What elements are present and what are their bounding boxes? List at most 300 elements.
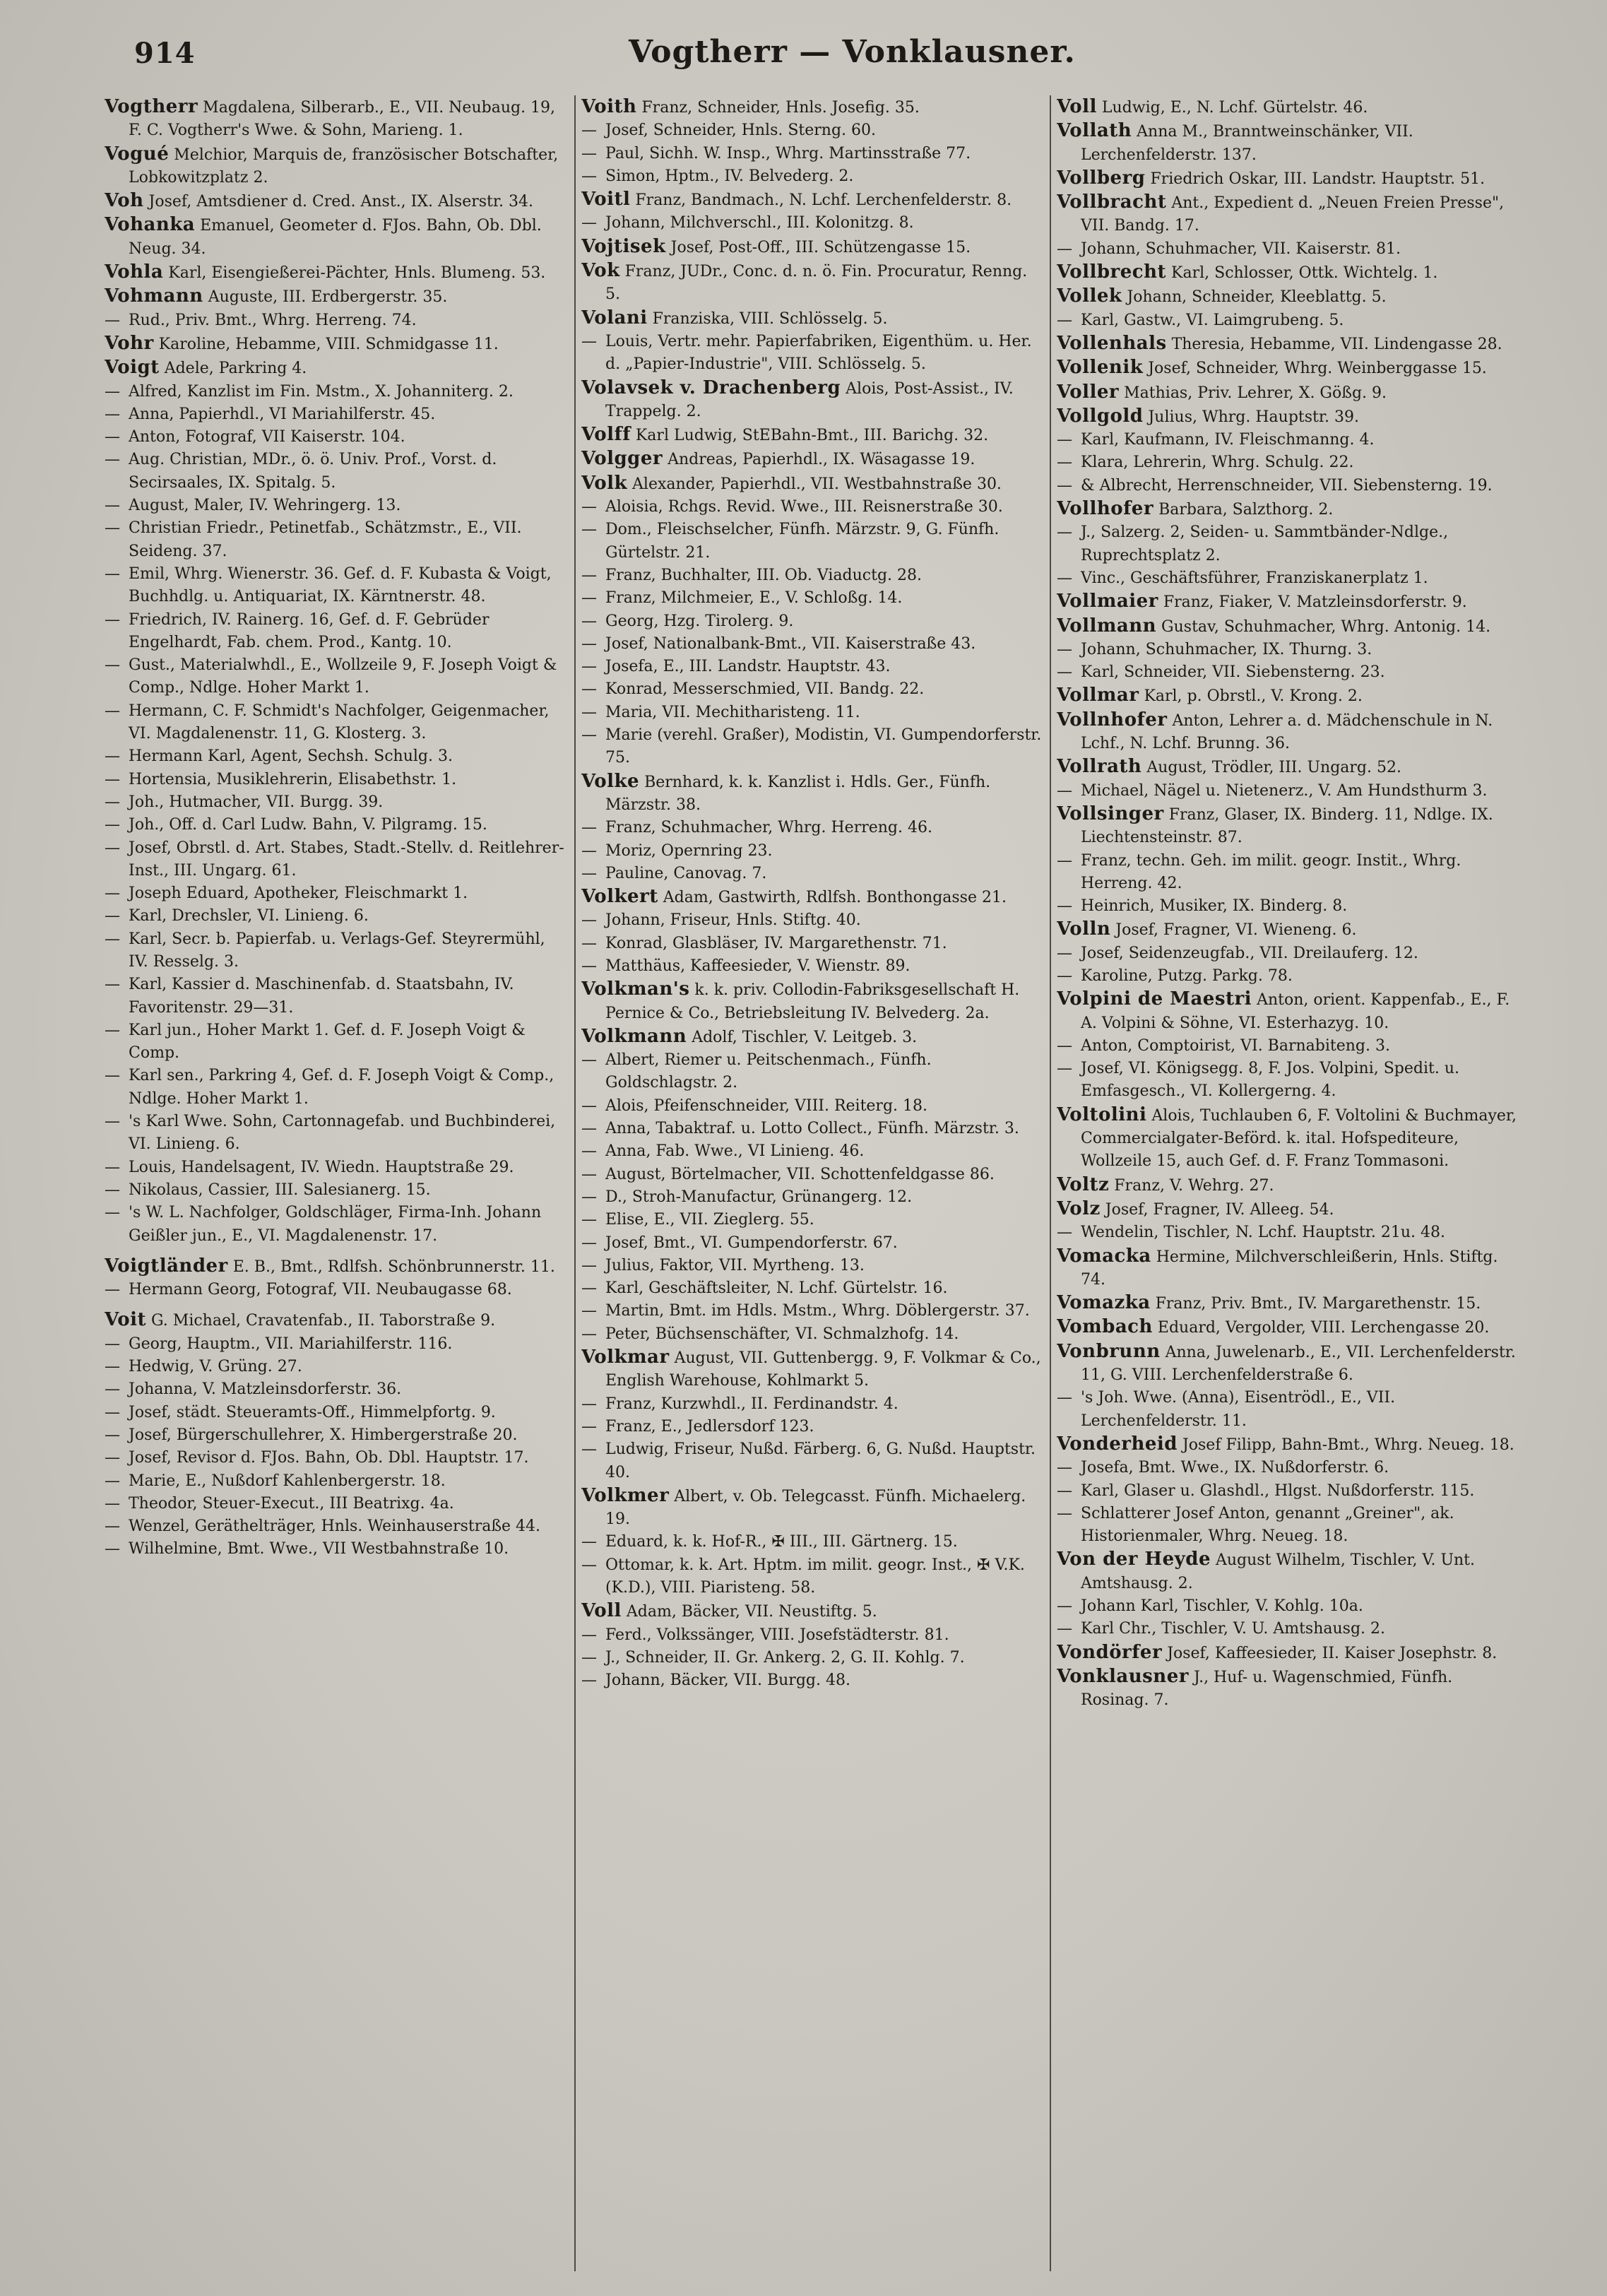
entry-details: Alexander, Papierhdl., VII. Westbahnstraße 30. — [632, 475, 1002, 493]
entry-details: Josef, Schneider, Whrg. Weinberggasse 15. — [1148, 360, 1487, 378]
entry-surname: Vollberg — [1057, 167, 1146, 189]
entry-surname: Volkmann — [581, 1025, 687, 1047]
directory-entry — [105, 700, 569, 746]
ditto-dash: — — [105, 1380, 120, 1399]
ditto-dash: — — [581, 634, 597, 653]
directory-entry — [581, 119, 1044, 142]
entry-details: Anton, Comptoirist, VI. Barnabiteng. 3. — [1081, 1036, 1390, 1055]
entry-details: Franz, Bandmach., N. Lchf. Lerchenfelderstr. 8. — [635, 191, 1012, 210]
directory-entry — [581, 1599, 1044, 1623]
entry-surname: Vollnhofer — [1057, 709, 1168, 730]
entry-surname: Volavsek v. Drachenberg — [581, 377, 841, 398]
directory-entry — [581, 235, 1044, 259]
entry-details: Ludwig, Friseur, Nußd. Färberg. 6, G. Nußd. Hauptstr. 40. — [605, 1440, 1036, 1481]
ditto-dash: — — [581, 612, 597, 630]
directory-entry — [1057, 965, 1519, 988]
entry-details: Dom., Fleischselcher, Fünfh. Märzstr. 9, G. Fünfh. Gürtelstr. 21. — [605, 521, 1000, 562]
entry-details: Maria, VII. Mechitharisteng. 11. — [605, 703, 860, 721]
entry-details: Louis, Vertr. mehr. Papierfabriken, Eigenthüm. u. Her. d. „Papier-Industrie", VIII. Schlösselg. 5. — [605, 332, 1032, 374]
entry-surname: Voigt — [105, 357, 160, 379]
ditto-dash: — — [1057, 431, 1072, 449]
ditto-dash: — — [105, 564, 120, 583]
directory-entry — [581, 1140, 1044, 1163]
entry-surname: Vollmann — [1057, 615, 1157, 637]
entry-details: Elise, E., VII. Zieglerg. 55. — [605, 1211, 814, 1229]
directory-entry — [1057, 567, 1519, 590]
entry-details: Johann, Friseur, Hnls. Stiftg. 40. — [605, 911, 861, 930]
ditto-dash: — — [105, 519, 120, 538]
entry-surname: Volkman's — [581, 978, 690, 1000]
ditto-dash: — — [581, 1302, 597, 1320]
directory-entry — [1057, 1197, 1519, 1221]
entry-details: Emil, Whrg. Wienerstr. 36. Gef. d. F. Kubasta & Voigt, Buchhdlg. u. Antiquariat, IX. Kärntnerstr. 48. — [129, 564, 552, 606]
ditto-dash: — — [105, 497, 120, 515]
entry-details: Johann, Milchverschl., III. Kolonitzg. 8. — [605, 214, 914, 232]
entry-details: Joseph Eduard, Apotheker, Fleischmarkt 1. — [129, 884, 468, 903]
directory-entry — [581, 610, 1044, 633]
entry-details: Karl, Schneider, VII. Siebensterng. 23. — [1081, 663, 1385, 682]
ditto-dash: — — [581, 1188, 597, 1206]
ditto-dash: — — [1057, 569, 1072, 587]
entry-details: Emanuel, Geometer d. FJos. Bahn, Ob. Dbl. Neug. 34. — [129, 217, 542, 258]
directory-entry — [1057, 1503, 1519, 1549]
directory-entry — [581, 423, 1044, 447]
entry-details: Karl, p. Obrstl., V. Krong. 2. — [1144, 687, 1363, 706]
entry-details: Moriz, Opernring 23. — [605, 841, 773, 860]
ditto-dash: — — [581, 1165, 597, 1183]
entry-details: Vinc., Geschäftsführer, Franziskanerplatz 1. — [1081, 569, 1428, 587]
entry-details: Michael, Nägel u. Nietenerz., V. Am Hundsthurm 3. — [1081, 781, 1488, 800]
directory-entry — [105, 1378, 569, 1401]
directory-entry — [581, 165, 1044, 188]
directory-entry — [1057, 590, 1519, 614]
directory-entry — [581, 1209, 1044, 1231]
ditto-dash: — — [581, 167, 597, 185]
entry-surname: Volkmar — [581, 1347, 670, 1368]
directory-entry — [581, 472, 1044, 496]
ditto-dash: — — [581, 1417, 597, 1436]
directory-entry — [105, 426, 569, 449]
directory-entry — [581, 259, 1044, 307]
page-number: 914 — [134, 37, 196, 70]
entry-details: Franz, Buchhalter, III. Ob. Viaductg. 28. — [605, 566, 923, 584]
entry-surname: Voltolini — [1057, 1103, 1147, 1125]
entry-details: Franz, Priv. Bmt., IV. Margarethenstr. 15. — [1155, 1295, 1481, 1313]
ditto-dash: — — [1057, 523, 1072, 542]
entry-details: E. B., Bmt., Rdlfsh. Schönbrunnerstr. 11. — [232, 1258, 555, 1276]
entry-details: Konrad, Glasbläser, IV. Margarethenstr. 71. — [605, 934, 947, 952]
entry-details: Franz, E., Jedlersdorf 123. — [605, 1417, 814, 1436]
entry-surname: Vok — [581, 260, 620, 282]
ditto-dash: — — [581, 144, 597, 162]
entry-details: Josef, Kaffeesieder, II. Kaiser Josephstr. 8. — [1167, 1644, 1498, 1662]
directory-entry — [1057, 261, 1519, 285]
directory-entry — [105, 213, 569, 261]
directory-entry — [581, 1095, 1044, 1118]
entry-details: Alfred, Kanzlist im Fin. Mstm., X. Johanniterg. 2. — [129, 382, 514, 401]
directory-entry — [105, 1515, 569, 1538]
ditto-dash: — — [1057, 239, 1072, 258]
directory-entry — [581, 724, 1044, 770]
entry-details: Karl, Eisengießerei-Pächter, Hnls. Blumeng. 53. — [168, 264, 546, 283]
directory-entry — [581, 817, 1044, 839]
entry-details: J., Schneider, II. Gr. Ankerg. 2, G. II. Kohlg. 7. — [605, 1648, 965, 1667]
ditto-dash: — — [105, 1540, 120, 1558]
ditto-dash: — — [105, 1403, 120, 1421]
directory-entry — [105, 143, 569, 190]
entry-details: Ferd., Volkssänger, VIII. Josefstädterstr. 81. — [605, 1626, 949, 1644]
ditto-dash: — — [105, 702, 120, 720]
directory-entry — [581, 564, 1044, 587]
entry-details: Louis, Handelsagent, IV. Wiedn. Hauptstraße 29. — [129, 1158, 514, 1176]
entry-details: Adam, Gastwirth, Rdlfsh. Bonthongasse 21. — [663, 889, 1007, 907]
entry-details: 's W. L. Nachfolger, Goldschläger, Firma-Inh. Johann Geißler jun., E., VI. Magdalenenstr. 17. — [129, 1204, 542, 1245]
directory-entry — [105, 1279, 569, 1301]
ditto-dash: — — [105, 839, 120, 857]
entry-surname: Volke — [581, 770, 640, 792]
directory-entry — [105, 1493, 569, 1515]
directory-entry — [581, 1393, 1044, 1416]
entry-details: k. k. priv. Collodin-Fabriksgesellschaft H. Pernice & Co., Betriebsleitung IV. Belvederg. 2a. — [605, 981, 1020, 1022]
entry-details: Anton, orient. Kappenfab., E., F. A. Volpini & Söhne, VI. Esterhazyg. 10. — [1081, 991, 1510, 1032]
ditto-dash: — — [581, 1671, 597, 1690]
ditto-dash: — — [581, 1395, 597, 1413]
entry-details: Julius, Whrg. Hauptstr. 39. — [1148, 408, 1359, 426]
entry-details: Nikolaus, Cassier, III. Salesianerg. 15. — [129, 1180, 431, 1199]
directory-entry — [1057, 639, 1519, 661]
directory-entry — [581, 447, 1044, 471]
ditto-dash: — — [581, 521, 597, 539]
directory-entry — [105, 403, 569, 426]
entry-details: Eduard, Vergolder, VIII. Lerchengasse 20. — [1157, 1319, 1490, 1337]
entry-details: Joh., Off. d. Carl Ludw. Bahn, V. Pilgramg. 15. — [129, 816, 487, 834]
directory-entry — [105, 609, 569, 655]
directory-entry — [581, 1416, 1044, 1438]
entry-surname: Volff — [581, 424, 631, 446]
entry-details: Franz, JUDr., Conc. d. n. ö. Fin. Procuratur, Renng. 5. — [605, 263, 1028, 304]
entry-details: Anna, Juwelenarb., E., VII. Lerchenfelderstr. 11, G. VIII. Lerchenfelderstraße 6. — [1081, 1343, 1516, 1385]
directory-entry — [105, 309, 569, 332]
ditto-dash: — — [581, 957, 597, 975]
entry-details: Franz, Milchmeier, E., V. Schloßg. 14. — [605, 589, 903, 608]
ditto-dash: — — [105, 747, 120, 766]
entry-details: Johanna, V. Matzleinsdorferstr. 36. — [129, 1380, 402, 1399]
entry-details: Hermann Karl, Agent, Sechsh. Schulg. 3. — [129, 747, 453, 766]
entry-surname: Vombach — [1057, 1316, 1153, 1338]
entry-details: Karl, Kassier d. Maschinenfab. d. Staatsbahn, IV. Favoritenstr. 29—31. — [129, 976, 514, 1017]
directory-entry — [1057, 429, 1519, 451]
entry-details: Johann, Schuhmacher, IX. Thurng. 3. — [1081, 640, 1372, 658]
directory-entry — [1057, 755, 1519, 779]
directory-entry — [105, 189, 569, 213]
ditto-dash: — — [581, 703, 597, 721]
ditto-dash: — — [1057, 1060, 1072, 1078]
directory-entry — [581, 1438, 1044, 1484]
directory-entry — [1057, 1641, 1519, 1665]
entry-surname: Voll — [1057, 96, 1097, 117]
directory-entry — [1057, 167, 1519, 191]
ditto-dash: — — [581, 680, 597, 699]
entry-details: Aloisia, Rchgs. Revid. Wwe., III. Reisnerstraße 30. — [605, 498, 1003, 516]
directory-entry — [105, 1402, 569, 1424]
ditto-dash: — — [581, 1120, 597, 1138]
column-1 — [99, 95, 574, 2271]
ditto-dash: — — [105, 1281, 120, 1299]
directory-entry — [581, 377, 1044, 424]
entry-details: Hedwig, V. Grüng. 27. — [129, 1358, 302, 1376]
ditto-dash: — — [105, 1426, 120, 1444]
entry-surname: Vohla — [105, 261, 164, 283]
entry-details: Georg, Hzg. Tirolerg. 9. — [605, 612, 794, 630]
entry-surname: Vollmaier — [1057, 591, 1158, 613]
ditto-dash: — — [105, 816, 120, 834]
entry-details: Karl sen., Parkring 4, Gef. d. F. Joseph Voigt & Comp., Ndlge. Hoher Markt 1. — [129, 1067, 555, 1108]
directory-entry — [1057, 356, 1519, 380]
directory-entry — [581, 978, 1044, 1025]
ditto-dash: — — [581, 589, 597, 608]
entry-details: August, Börtelmacher, VII. Schottenfeldgasse 86. — [605, 1165, 995, 1183]
entry-surname: Voit — [105, 1309, 147, 1331]
ditto-dash: — — [105, 382, 120, 401]
entry-details: J., Huf- u. Wagenschmied, Fünfh. Rosinag. 7. — [1081, 1668, 1453, 1710]
directory-entry — [105, 1156, 569, 1179]
entry-details: Hermine, Milchverschleißerin, Hnls. Stiftg. 74. — [1081, 1248, 1498, 1289]
ditto-dash: — — [581, 214, 597, 232]
directory-entry — [1057, 1595, 1519, 1618]
entry-details: Josef, Post-Off., III. Schützengasse 15. — [670, 238, 971, 256]
entry-details: 's Joh. Wwe. (Anna), Eisentrödl., E., VII. Lerchenfelderstr. 11. — [1081, 1389, 1396, 1430]
entry-details: Julius, Faktor, VII. Myrtheng. 13. — [605, 1256, 865, 1274]
entry-details: Alois, Pfeifenschneider, VIII. Reiterg. 18. — [605, 1096, 928, 1115]
ditto-dash: — — [1057, 966, 1072, 985]
entry-details: Johann Karl, Tischler, V. Kohlg. 10a. — [1081, 1597, 1363, 1615]
entry-surname: Vollsinger — [1057, 803, 1164, 824]
directory-entry — [581, 1118, 1044, 1140]
directory-entry — [1057, 1103, 1519, 1173]
entry-surname: Voller — [1057, 381, 1120, 403]
ditto-dash: — — [1057, 640, 1072, 658]
directory-entry — [1057, 119, 1519, 167]
ditto-dash: — — [1057, 1481, 1072, 1500]
directory-entry — [581, 331, 1044, 377]
entry-details: Franziska, VIII. Schlösselg. 5. — [652, 309, 888, 328]
ditto-dash: — — [105, 793, 120, 811]
entry-details: Albert, Riemer u. Peitschenmach., Fünfh. Goldschlagstr. 2. — [605, 1051, 932, 1092]
directory-entry — [581, 909, 1044, 932]
ditto-dash: — — [105, 1204, 120, 1222]
entry-details: Franz, Kurzwhdl., II. Ferdinandstr. 4. — [605, 1395, 899, 1413]
entry-details: Marie, E., Nußdorf Kahlenbergerstr. 18. — [129, 1472, 446, 1490]
directory-entry — [1057, 684, 1519, 708]
entry-details: Melchior, Marquis de, französischer Botschafter, Lobkowitzplatz 2. — [129, 146, 559, 187]
directory-entry — [1057, 285, 1519, 309]
directory-entry — [1057, 1035, 1519, 1058]
directory-entry — [105, 1333, 569, 1356]
entry-details: Alois, Tuchlauben 6, F. Voltolini & Buchmayer, Commercialgater-Beförd. k. ital. Hofspediteure, Wollzeile 15, auch Gef. d. F. Franz Tommasoni. — [1081, 1106, 1517, 1171]
entry-details: Anna, Papierhdl., VI Mariahilferstr. 45. — [129, 405, 436, 423]
entry-surname: Vollhofer — [1057, 498, 1154, 520]
ditto-dash: — — [581, 332, 597, 350]
entry-details: Barbara, Salzthorg. 2. — [1158, 501, 1334, 519]
entry-details: Christian Friedr., Petinetfab., Schätzmstr., E., VII. Seideng. 37. — [129, 519, 522, 560]
entry-details: Josefa, E., III. Landstr. Hauptstr. 43. — [605, 658, 891, 676]
entry-details: Hortensia, Musiklehrerin, Elisabethstr. 1. — [129, 770, 457, 788]
directory-entry — [105, 563, 569, 609]
ditto-dash: — — [105, 405, 120, 423]
entry-details: Karoline, Hebamme, VIII. Schmidgasse 11. — [158, 335, 499, 353]
entry-details: Josef, Schneider, Hnls. Sterng. 60. — [605, 122, 877, 140]
entry-surname: Volani — [581, 307, 648, 329]
column-3 — [1050, 95, 1525, 2271]
column-2 — [574, 95, 1050, 2271]
entry-details: Adolf, Tischler, V. Leitgeb. 3. — [692, 1028, 918, 1046]
directory-entry — [581, 1025, 1044, 1049]
directory-entry — [581, 188, 1044, 212]
directory-entry — [581, 519, 1044, 564]
entry-details: Wilhelmine, Bmt. Wwe., VII Westbahnstraße 10. — [129, 1540, 509, 1558]
entry-details: Pauline, Canovag. 7. — [605, 864, 767, 882]
entry-details: J., Salzerg. 2, Seiden- u. Sammtbänder-Ndlge., Ruprechtsplatz 2. — [1081, 523, 1449, 564]
directory-entry — [105, 449, 569, 495]
entry-surname: Vondörfer — [1057, 1641, 1163, 1663]
ditto-dash: — — [105, 1067, 120, 1085]
directory-entry — [105, 837, 569, 883]
directory-entry — [1057, 1291, 1519, 1315]
ditto-dash: — — [581, 1533, 597, 1551]
ditto-dash: — — [105, 1021, 120, 1039]
ditto-dash: — — [581, 1096, 597, 1115]
directory-entry — [1057, 1387, 1519, 1433]
directory-entry — [105, 769, 569, 791]
entry-details: Anton, Lehrer a. d. Mädchenschule in N. Lchf., N. Lchf. Brunng. 36. — [1081, 711, 1493, 753]
directory-entry — [105, 1470, 569, 1493]
entry-surname: Volln — [1057, 918, 1111, 940]
entry-surname: Volkert — [581, 886, 658, 908]
directory-entry — [581, 307, 1044, 331]
ditto-dash: — — [581, 1051, 597, 1070]
entry-details: Franz, Fiaker, V. Matzleinsdorferstr. 9. — [1163, 593, 1467, 612]
entry-details: Alois, Post-Assist., IV. Trappelg. 2. — [605, 379, 1014, 420]
ditto-dash: — — [105, 1113, 120, 1131]
directory-entry — [581, 1186, 1044, 1209]
entry-details: Karl, Drechsler, VI. Linieng. 6. — [129, 907, 369, 925]
ditto-dash: — — [581, 864, 597, 882]
directory-entry — [581, 1346, 1044, 1393]
directory-entry — [1057, 1618, 1519, 1640]
directory-entry — [1057, 942, 1519, 965]
directory-entry — [1057, 1433, 1519, 1457]
ditto-dash: — — [105, 1180, 120, 1199]
directory-entry — [581, 656, 1044, 678]
entry-details: Wendelin, Tischler, N. Lchf. Hauptstr. 21u. 48. — [1081, 1224, 1445, 1242]
ditto-dash: — — [105, 1158, 120, 1176]
entry-details: Schlatterer Josef Anton, genannt „Greiner", ak. Historienmaler, Whrg. Neueg. 18. — [1081, 1504, 1454, 1546]
directory-entry — [105, 1424, 569, 1447]
directory-entry — [105, 95, 569, 143]
entry-details: Gustav, Schuhmacher, Whrg. Antonig. 14. — [1161, 617, 1491, 636]
entry-surname: Vomazka — [1057, 1292, 1151, 1314]
directory-entry — [105, 1111, 569, 1156]
entry-details: Andreas, Papierhdl., IX. Wäsagasse 19. — [668, 451, 976, 469]
entry-surname: Vojtisek — [581, 235, 666, 257]
entry-surname: Vollmar — [1057, 685, 1139, 706]
directory-entry — [105, 745, 569, 768]
directory-entry — [581, 840, 1044, 863]
directory-entry — [581, 678, 1044, 701]
directory-entry — [1057, 381, 1519, 405]
directory-entry — [105, 882, 569, 905]
entry-surname: Vollrath — [1057, 756, 1142, 778]
directory-entry — [105, 356, 569, 380]
entry-details: Johann, Schuhmacher, VII. Kaiserstr. 81. — [1081, 239, 1401, 258]
directory-entry — [1057, 1480, 1519, 1503]
directory-entry — [1057, 95, 1519, 119]
directory-entry — [581, 1531, 1044, 1554]
ditto-dash: — — [105, 1517, 120, 1536]
entry-surname: Volgger — [581, 448, 663, 470]
entry-surname: Voh — [105, 190, 144, 212]
entry-details: Karl, Kaufmann, IV. Fleischmanng. 4. — [1081, 431, 1375, 449]
directory-entry — [1057, 238, 1519, 261]
directory-entry — [105, 1308, 569, 1332]
entry-surname: Vonklausner — [1057, 1665, 1189, 1687]
ditto-dash: — — [581, 841, 597, 860]
ditto-dash: — — [581, 122, 597, 140]
directory-entry — [105, 517, 569, 563]
ditto-dash: — — [105, 884, 120, 903]
directory-entry — [1057, 451, 1519, 474]
ditto-dash: — — [581, 1440, 597, 1459]
entry-details: Albert, v. Ob. Telegcasst. Fünfh. Michaelerg. 19. — [605, 1487, 1026, 1529]
ditto-dash: — — [105, 656, 120, 675]
entry-surname: Vollek — [1057, 285, 1122, 307]
entry-surname: Vollenik — [1057, 357, 1144, 379]
entry-details: Josef, Revisor d. FJos. Bahn, Ob. Dbl. Hauptstr. 17. — [129, 1449, 529, 1467]
directory-entry — [1057, 475, 1519, 497]
directory-entry — [581, 212, 1044, 235]
entry-details: Heinrich, Musiker, IX. Binderg. 8. — [1081, 897, 1348, 916]
entry-details: Friedrich, IV. Rainerg. 16, Gef. d. F. Gebrüder Engelhardt, Fab. chem. Prod., Kantg. 10. — [129, 610, 490, 651]
directory-entry — [581, 1232, 1044, 1255]
entry-details: Josef, Fragner, IV. Alleeg. 54. — [1105, 1200, 1334, 1219]
entry-details: Karl, Schlosser, Ottk. Wichtelg. 1. — [1171, 264, 1438, 283]
ditto-dash: — — [581, 1648, 597, 1667]
ditto-dash: — — [1057, 851, 1072, 870]
ditto-dash: — — [105, 311, 120, 329]
directory-entry — [105, 332, 569, 356]
entry-details: Josef, Fragner, VI. Wieneng. 6. — [1115, 921, 1357, 940]
ditto-dash: — — [105, 610, 120, 629]
ditto-dash: — — [581, 1325, 597, 1343]
directory-entry — [1057, 1315, 1519, 1339]
ditto-dash: — — [1057, 1504, 1072, 1522]
directory-entry — [105, 1255, 569, 1279]
ditto-dash: — — [581, 658, 597, 676]
entry-details: Josef, Amtsdiener d. Cred. Anst., IX. Alserstr. 34. — [148, 193, 533, 211]
entry-details: Mathias, Priv. Lehrer, X. Gößg. 9. — [1124, 384, 1387, 402]
entry-details: Ant., Expedient d. „Neuen Freien Presse", VII. Bandg. 17. — [1081, 194, 1505, 235]
directory-entry — [581, 1300, 1044, 1322]
ditto-dash: — — [581, 566, 597, 584]
ditto-dash: — — [1057, 663, 1072, 682]
entry-details: August, Trödler, III. Ungarg. 52. — [1146, 759, 1401, 777]
entry-details: Bernhard, k. k. Kanzlist i. Hdls. Ger., Fünfh. Märzstr. 38. — [605, 773, 991, 814]
ditto-dash: — — [1057, 944, 1072, 962]
directory-entry — [1057, 1245, 1519, 1292]
directory-entry — [581, 633, 1044, 656]
ditto-dash: — — [105, 1494, 120, 1513]
entry-details: Josef, Seidenzeugfab., VII. Dreilauferg. 12. — [1081, 944, 1418, 962]
